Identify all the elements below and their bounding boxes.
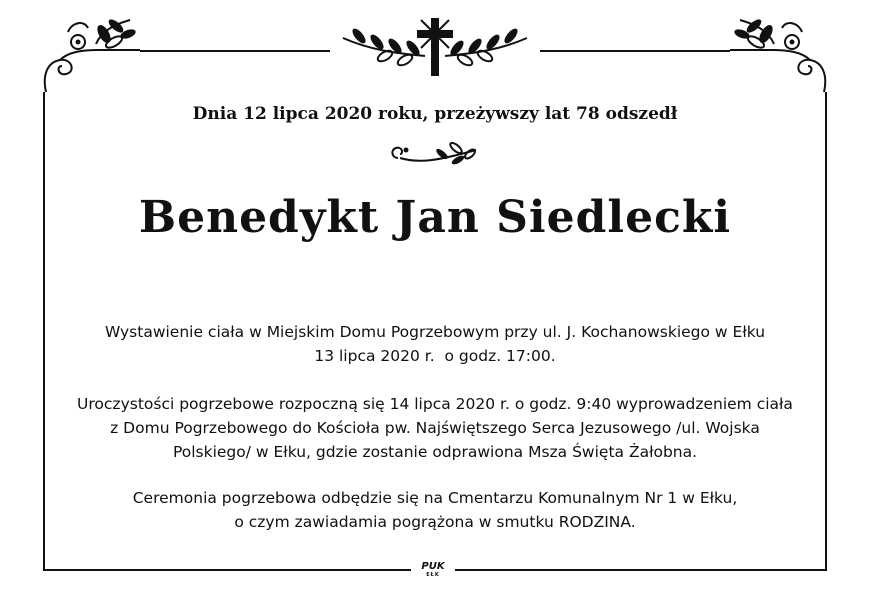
ceremony-line-2: z Domu Pogrzebowego do Kościoła pw. Najświętszego Serca Jezusowego /ul. Wojska <box>110 419 760 437</box>
top-divider-line-left <box>140 50 330 52</box>
cross-icon <box>335 12 535 80</box>
vine-divider-icon <box>384 140 484 168</box>
top-divider-line-right <box>540 50 730 52</box>
logo-subtext: EŁK <box>426 572 440 578</box>
frame-right-border <box>825 92 827 570</box>
deceased-name: Benedykt Jan Siedlecki <box>138 192 732 243</box>
floral-flourish-icon <box>38 14 148 96</box>
ceremony-paragraph <box>50 392 820 464</box>
intro-line: Dnia 12 lipca 2020 roku, przeżywszy lat 78 odszedł <box>192 104 678 124</box>
frame-bottom-border-right <box>455 569 827 571</box>
puk-logo <box>414 561 452 578</box>
ceremony-line-3: Polskiego/ w Ełku, gdzie zostanie odprawiona Msza Święta Żałobna. <box>172 443 698 461</box>
ceremony-line-1: Uroczystości pogrzebowe rozpoczną się 14 lipca 2020 r. o godz. 9:40 wyprowadzeniem ciała <box>77 395 793 413</box>
floral-flourish-icon <box>722 14 832 96</box>
frame-bottom-border-left <box>43 569 411 571</box>
logo-text: PUK <box>421 561 445 572</box>
burial-line-2: o czym zawiadamia pogrążona w smutku RODZINA. <box>234 513 636 531</box>
viewing-paragraph <box>50 320 820 368</box>
viewing-line-1: Wystawienie ciała w Miejskim Domu Pogrzebowym przy ul. J. Kochanowskiego w Ełku <box>104 323 766 341</box>
viewing-line-2: 13 lipca 2020 r. o godz. 17:00. <box>314 347 556 365</box>
burial-paragraph <box>50 486 820 534</box>
frame-left-border <box>43 92 45 570</box>
burial-line-1: Ceremonia pogrzebowa odbędzie się na Cmentarzu Komunalnym Nr 1 w Ełku, <box>132 489 738 507</box>
